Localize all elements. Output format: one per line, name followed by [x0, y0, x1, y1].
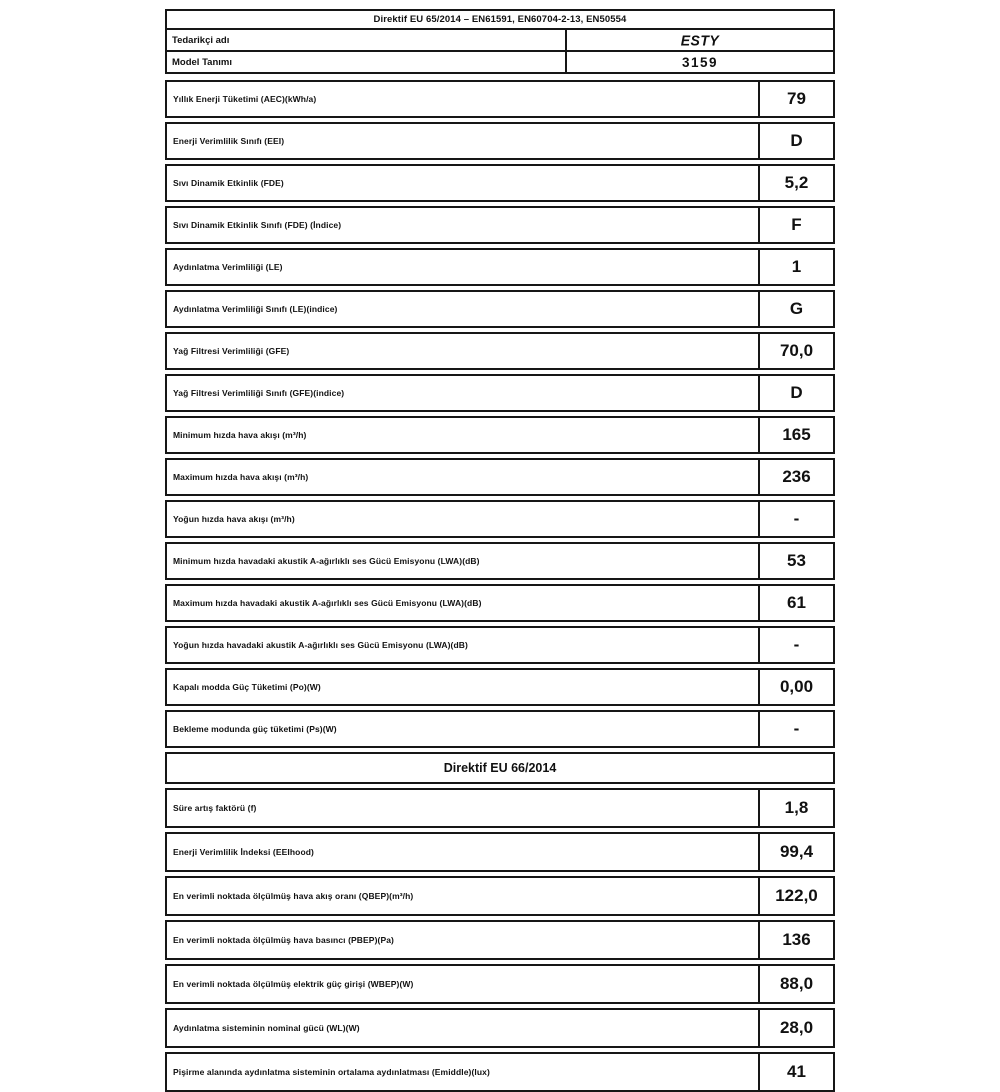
row-label: Yoğun hızda havadaki akustik A-ağırlıklı ses Gücü Emisyonu (LWA)(dB): [173, 640, 468, 650]
row-value: 70,0: [758, 334, 833, 368]
row-label: En verimli noktada ölçülmüş elektrik güç girişi (WBEP)(W): [173, 979, 414, 989]
supplier-value-cell: [565, 30, 833, 50]
row-value: 53: [758, 544, 833, 578]
row-value: 236: [758, 460, 833, 494]
row-label: Bekleme modunda güç tüketimi (Ps)(W): [173, 724, 337, 734]
row-value: -: [758, 712, 833, 746]
table-row: [165, 206, 835, 244]
table-row: [165, 876, 835, 916]
table-row: [165, 332, 835, 370]
table-row: [165, 248, 835, 286]
table-row: [165, 80, 835, 118]
row-value: G: [758, 292, 833, 326]
row-label: Maximum hızda hava akışı (m³/h): [173, 472, 309, 482]
energy-fiche-table: [165, 9, 835, 1092]
row-label: Sıvı Dinamik Etkinlik Sınıfı (FDE) (İndice): [173, 220, 342, 230]
table-row: [165, 1008, 835, 1048]
table-row: [165, 626, 835, 664]
row-value: 136: [758, 922, 833, 958]
table-row: [165, 122, 835, 160]
row-value: D: [758, 376, 833, 410]
row-value: D: [758, 124, 833, 158]
table-row: [165, 668, 835, 706]
table-row: [165, 458, 835, 496]
row-value: 41: [758, 1054, 833, 1090]
table-row: [165, 542, 835, 580]
row-label: Yıllık Enerji Tüketimi (AEC)(kWh/a): [173, 94, 317, 104]
row-label: Aydınlatma Verimliliği Sınıfı (LE)(indice): [173, 304, 338, 314]
model-number: 3159: [681, 54, 719, 70]
row-value: 61: [758, 586, 833, 620]
row-value: 122,0: [758, 878, 833, 914]
row-value: 165: [758, 418, 833, 452]
table-row: [165, 374, 835, 412]
row-label: Yağ Filtresi Verimliliği (GFE): [173, 346, 290, 356]
brand-logo: ESTY: [680, 31, 720, 49]
row-label: Aydınlatma Verimliliği (LE): [173, 262, 283, 272]
row-value: 28,0: [758, 1010, 833, 1046]
row-value: 99,4: [758, 834, 833, 870]
table-row: [165, 500, 835, 538]
row-label: Süre artış faktörü (f): [173, 803, 257, 813]
row-value: 5,2: [758, 166, 833, 200]
row-label: Minimum hızda hava akışı (m³/h): [173, 430, 307, 440]
row-value: 79: [758, 82, 833, 116]
directive-header: Direktif EU 65/2014 – EN61591, EN60704-2-13, EN50554: [167, 11, 833, 30]
model-row: [167, 50, 833, 72]
table-row: [165, 788, 835, 828]
section1-rows: [165, 80, 835, 748]
row-value: -: [758, 628, 833, 662]
table-row: [165, 416, 835, 454]
row-label: Kapalı modda Güç Tüketimi (Po)(W): [173, 682, 321, 692]
row-label: Pişirme alanında aydınlatma sisteminin ortalama aydınlatması (Emiddle)(lux): [173, 1067, 490, 1077]
model-label: Model Tanımı: [172, 56, 232, 68]
section2-rows: [165, 788, 835, 1092]
row-label: Enerji Verimlilik İndeksi (EEIhood): [173, 847, 314, 857]
row-label: En verimli noktada ölçülmüş hava basıncı (PBEP)(Pa): [173, 935, 394, 945]
row-label: Aydınlatma sisteminin nominal gücü (WL)(W): [173, 1023, 360, 1033]
supplier-label: Tedarikçi adı: [172, 34, 230, 46]
table-row: [165, 710, 835, 748]
row-label: En verimli noktada ölçülmüş hava akış oranı (QBEP)(m³/h): [173, 891, 414, 901]
row-label: Sıvı Dinamik Etkinlik (FDE): [173, 178, 284, 188]
table-row: [165, 584, 835, 622]
row-label: Enerji Verimlilik Sınıfı (EEI): [173, 136, 285, 146]
row-value: 1,8: [758, 790, 833, 826]
row-label: Yoğun hızda hava akışı (m³/h): [173, 514, 295, 524]
row-value: -: [758, 502, 833, 536]
row-label: Maximum hızda havadaki akustik A-ağırlıklı ses Gücü Emisyonu (LWA)(dB): [173, 598, 482, 608]
table-row: [165, 1052, 835, 1092]
table-row: [165, 832, 835, 872]
model-value-cell: [565, 52, 833, 72]
row-value: 88,0: [758, 966, 833, 1002]
table-row: [165, 290, 835, 328]
section2-title: Direktif EU 66/2014: [165, 752, 835, 784]
identification-block: [165, 9, 835, 74]
row-label: Minimum hızda havadaki akustik A-ağırlıklı ses Gücü Emisyonu (LWA)(dB): [173, 556, 480, 566]
table-row: [165, 164, 835, 202]
table-row: [165, 920, 835, 960]
row-value: 0,00: [758, 670, 833, 704]
supplier-row: [167, 30, 833, 50]
row-value: 1: [758, 250, 833, 284]
table-row: [165, 964, 835, 1004]
row-value: F: [758, 208, 833, 242]
row-label: Yağ Filtresi Verimliliği Sınıfı (GFE)(indice): [173, 388, 345, 398]
